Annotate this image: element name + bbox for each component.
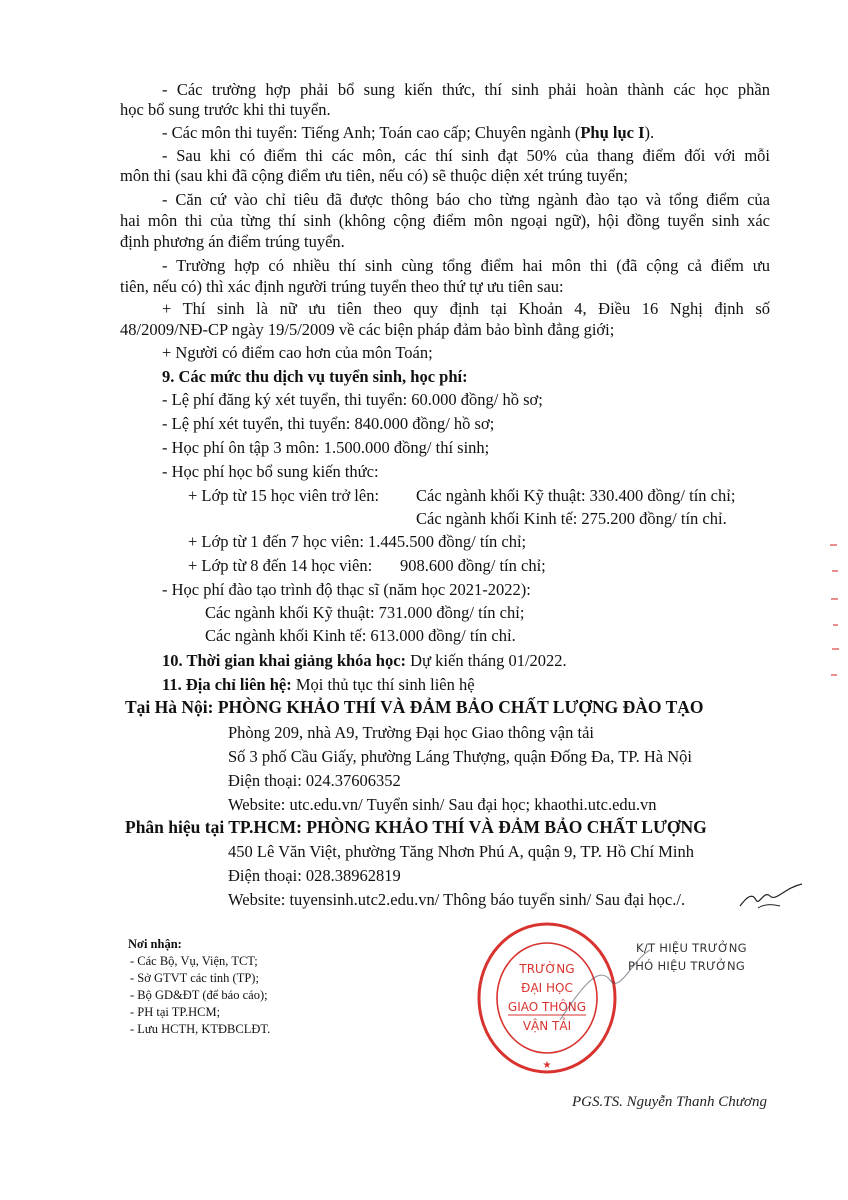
paragraph-line: [162, 123, 654, 143]
hcm-office-title: Phân hiệu tại TP.HCM: PHÒNG KHẢO THÍ VÀ ĐẢM BẢO CHẤT LƯỢNG: [125, 817, 707, 837]
edge-bleed-marks: [826, 540, 846, 690]
section-10: [162, 651, 567, 671]
section-10-text: Dự kiến tháng 01/2022.: [406, 651, 567, 670]
exam-subjects-end: ).: [644, 123, 655, 142]
paragraph-line: 48/2009/NĐ-CP ngày 19/5/2009 về các biện pháp đảm bảo bình đẳng giới;: [120, 320, 615, 339]
section-11-heading: 11. Địa chỉ liên hệ:: [162, 675, 292, 694]
paragraph-line: - Trường hợp có nhiều thí sinh cùng tổng điểm hai môn thi (đã cộng cả điểm ưu: [162, 256, 770, 275]
paragraph-line: hai môn thi của từng thí sinh (không cộng điểm môn ngoại ngữ), hội đồng tuyển sinh xác: [120, 211, 770, 230]
recipients-heading: Nơi nhận:: [128, 937, 182, 951]
hanoi-phone: Điện thoại: 024.37606352: [228, 771, 401, 790]
fee-line: - Lệ phí đăng ký xét tuyển, thi tuyển: 60.000 đồng/ hồ sơ;: [162, 390, 543, 409]
class-size-label: + Lớp từ 8 đến 14 học viên:: [188, 556, 373, 575]
paragraph-line: định phương án điểm trúng tuyển.: [120, 232, 345, 251]
paragraph-line: - Sau khi có điểm thi các môn, các thí sinh đạt 50% của thang điểm đối với mỗi: [162, 146, 770, 165]
hcm-website: Website: tuyensinh.utc2.edu.vn/ Thông báo tuyển sinh/ Sau đại học./.: [228, 890, 686, 909]
paragraph-line: môn thi (sau khi đã cộng điểm ưu tiên, nếu có) sẽ thuộc diện xét trúng tuyển;: [120, 166, 628, 185]
tuition-rate: Các ngành khối Kỹ thuật: 330.400 đồng/ tín chỉ;: [416, 486, 736, 505]
recipient-item: - PH tại TP.HCM;: [130, 1005, 221, 1019]
paragraph-line: - Các trường hợp phải bổ sung kiến thức, thí sinh phải hoàn thành các học phần: [162, 80, 770, 99]
paragraph-line: + Thí sinh là nữ ưu tiên theo quy định tại Khoản 4, Điều 16 Nghị định số: [162, 299, 770, 318]
svg-text:TRƯỜNG: TRƯỜNG: [519, 962, 575, 976]
signature-title-2: PHÓ HIỆU TRƯỞNG: [628, 959, 746, 973]
hanoi-office-title: Tại Hà Nội: PHÒNG KHẢO THÍ VÀ ĐẢM BẢO CHẤT LƯỢNG ĐÀO TẠO: [125, 697, 704, 717]
fee-line: - Học phí ôn tập 3 môn: 1.500.000 đồng/ thí sinh;: [162, 438, 490, 457]
fee-line: - Học phí đào tạo trình độ thạc sĩ (năm học 2021-2022):: [162, 580, 531, 599]
paragraph-line: - Căn cứ vào chỉ tiêu đã được thông báo cho từng ngành đào tạo và tổng điểm của: [162, 190, 770, 209]
fee-line: - Lệ phí xét tuyển, thi tuyển: 840.000 đồng/ hồ sơ;: [162, 414, 495, 433]
exam-subjects-text: - Các môn thi tuyển: Tiếng Anh; Toán cao cấp; Chuyên ngành (: [162, 123, 581, 142]
tuition-rate: Các ngành khối Kinh tế: 613.000 đồng/ tín chỉ.: [205, 626, 516, 645]
class-size-line: + Lớp từ 1 đến 7 học viên: 1.445.500 đồng/ tín chỉ;: [188, 532, 527, 551]
signature-title-1: K/T HIỆU TRƯỞNG: [636, 941, 747, 955]
svg-text:GIAO THÔNG: GIAO THÔNG: [507, 1000, 587, 1014]
svg-text:VẬN TẢI: VẬN TẢI: [522, 1019, 572, 1033]
recipient-item: - Bộ GD&ĐT (để báo cáo);: [130, 988, 268, 1002]
tuition-rate: Các ngành khối Kinh tế: 275.200 đồng/ tín chỉ.: [416, 509, 727, 528]
hcm-address-line: 450 Lê Văn Việt, phường Tăng Nhơn Phú A, quận 9, TP. Hồ Chí Minh: [228, 842, 695, 861]
recipient-item: - Sở GTVT các tỉnh (TP);: [130, 971, 259, 985]
section-9-heading: 9. Các mức thu dịch vụ tuyển sinh, học phí:: [162, 367, 468, 386]
class-size-label: + Lớp từ 15 học viên trở lên:: [188, 486, 380, 505]
hcm-phone: Điện thoại: 028.38962819: [228, 866, 401, 885]
paragraph-line: học bổ sung trước khi thi tuyển.: [120, 100, 331, 119]
hanoi-website: Website: utc.edu.vn/ Tuyển sinh/ Sau đại học; khaothi.utc.edu.vn: [228, 795, 657, 814]
section-11-text: Mọi thủ tục thí sinh liên hệ: [291, 675, 475, 694]
signature-scribble: [540, 930, 670, 1040]
paragraph-line: tiên, nếu có) thì xác định người trúng tuyển theo thứ tự ưu tiên sau:: [120, 277, 564, 296]
tuition-rate: 908.600 đồng/ tín chỉ;: [400, 556, 546, 575]
paragraph-line: + Người có điểm cao hơn của môn Toán;: [162, 343, 433, 362]
hanoi-address-line: Số 3 phố Cầu Giấy, phường Láng Thượng, quận Đống Đa, TP. Hà Nội: [228, 747, 692, 766]
svg-text:ĐẠI HỌC: ĐẠI HỌC: [521, 981, 573, 995]
section-10-heading: 10. Thời gian khai giảng khóa học:: [162, 651, 407, 670]
appendix-ref: Phụ lục I: [580, 123, 645, 142]
recipient-item: - Lưu HCTH, KTĐBCLĐT.: [130, 1022, 271, 1036]
section-11: [162, 675, 475, 695]
fee-line: - Học phí học bổ sung kiến thức:: [162, 462, 379, 481]
initials-mark: [736, 878, 806, 914]
signer-name: PGS.TS. Nguyễn Thanh Chương: [572, 1094, 767, 1110]
tuition-rate: Các ngành khối Kỹ thuật: 731.000 đồng/ tín chỉ;: [205, 603, 525, 622]
recipient-item: - Các Bộ, Vụ, Viện, TCT;: [130, 954, 258, 968]
hanoi-address-line: Phòng 209, nhà A9, Trường Đại học Giao thông vận tải: [228, 723, 594, 742]
svg-text:★: ★: [542, 1060, 552, 1071]
